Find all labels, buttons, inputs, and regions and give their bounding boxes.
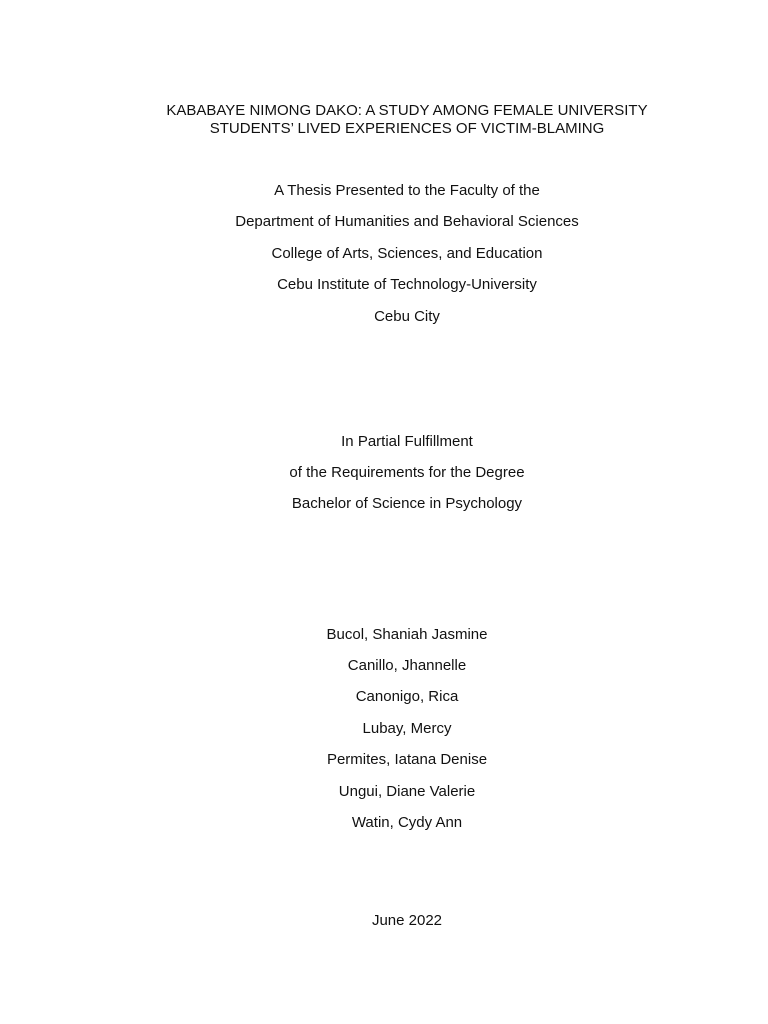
department-line: Department of Humanities and Behavioral Sciences: [235, 213, 579, 230]
college-line: College of Arts, Sciences, and Education: [271, 245, 543, 262]
thesis-title-line-1: KABABAYE NIMONG DAKO: A STUDY AMONG FEMALE UNIVERSITY: [166, 102, 648, 119]
requirements-line: of the Requirements for the Degree: [289, 464, 525, 481]
degree-line: Bachelor of Science in Psychology: [291, 495, 523, 512]
author-name: Bucol, Shaniah Jasmine: [326, 626, 488, 643]
author-name: Canillo, Jhannelle: [347, 657, 467, 674]
author-name: Lubay, Mercy: [362, 720, 452, 737]
institution-line: Cebu Institute of Technology-University: [277, 276, 537, 293]
fulfillment-line: In Partial Fulfillment: [341, 433, 473, 450]
presentation-line: A Thesis Presented to the Faculty of the: [274, 182, 540, 199]
submission-date: June 2022: [371, 912, 443, 929]
city-line: Cebu City: [374, 308, 440, 325]
author-name: Canonigo, Rica: [355, 688, 459, 705]
author-name: Watin, Cydy Ann: [351, 814, 463, 831]
author-name: Permites, Iatana Denise: [326, 751, 488, 768]
author-name: Ungui, Diane Valerie: [338, 783, 476, 800]
thesis-title-line-2: STUDENTS’ LIVED EXPERIENCES OF VICTIM-BLAMING: [209, 120, 605, 137]
